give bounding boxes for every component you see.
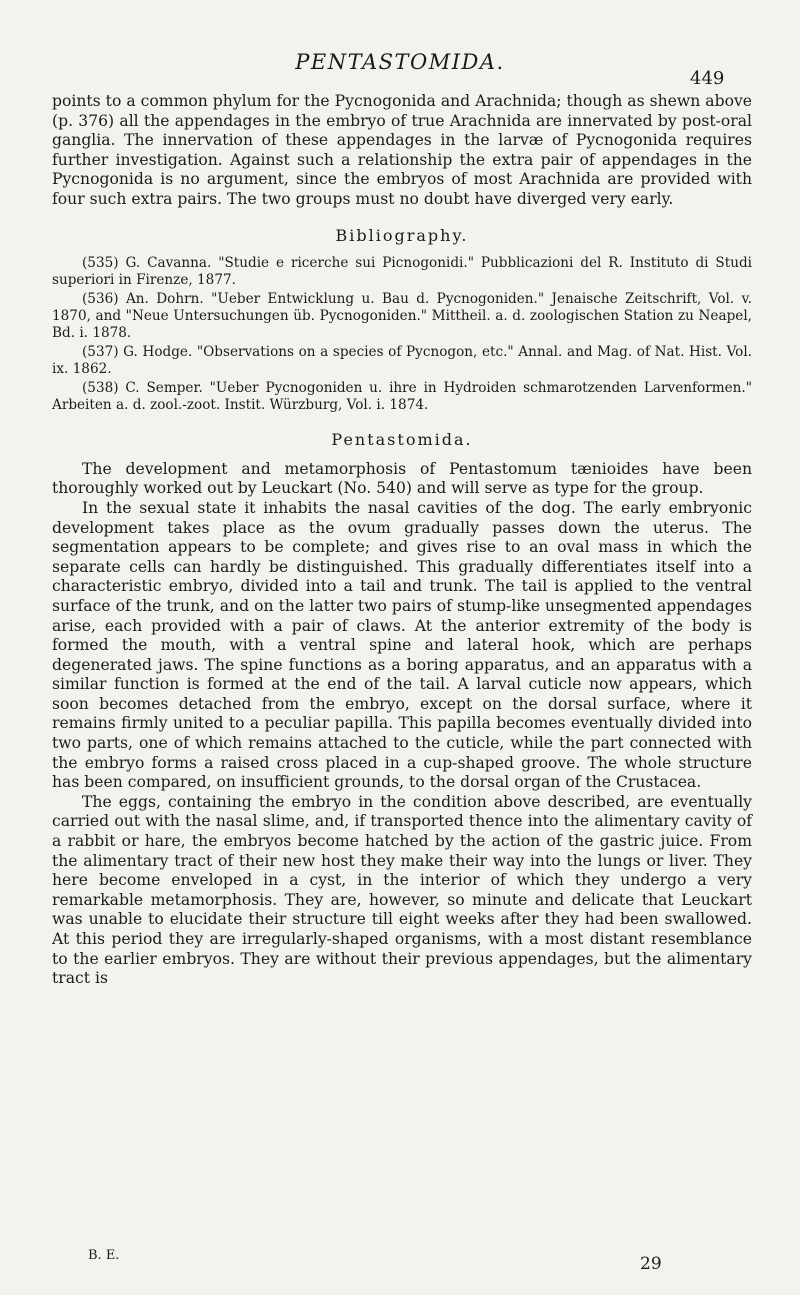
paragraph: In the sexual state it inhabits the nasal cavities of the dog. The early embryonic development takes place as the ovum gradually passes down the uterus. The segmentation appears to be complete; and gives rise to an oval mass in which the separate cells can hardly be distinguished. This gradually differentiates itself into a characteristic embryo, divided into a tail and trunk. The tail is applied to the ventral surface of the trunk, and on the latter two pairs of stump-like unsegmented appendages arise, each provided with a pair of claws. At the anterior extremity of the body is formed the mouth, with a ventral spine and lateral hook, which are perhaps degenerated jaws. The spine functions as a boring apparatus, and an apparatus with a similar function is formed at the end of the tail. A larval cuticle now appears, which soon becomes detached from the embryo, except on the dorsal surface, where it remains firmly united to a peculiar papilla. This papilla becomes eventually divided into two parts, one of which remains attached to the cuticle, while the part connected with the embryo forms a raised cross placed in a cup-shaped groove. The whole structure has been compared, on insufficient grounds, to the dorsal organ of the Crustacea.	[52, 498, 752, 792]
opening-paragraph: points to a common phylum for the Pycnogonida and Arachnida; though as shewn above (p. 376) all the appendages in the embryo of true Arachnida are innervated by post-oral ganglia. The innervation of these appendages in the larvæ of Pycnogonida requires further investigation. Against such a relationship the extra pair of appendages in the Pycnogonida is no argument, since the embryos of most Arachnida are provided with four such extra pairs. The two groups must no doubt have diverged very early.	[52, 92, 752, 208]
bibliography-list	[52, 255, 752, 414]
paragraph: The eggs, containing the embryo in the condition above described, are eventually carried out with the nasal slime, and, if transported thence into the alimentary cavity of a rabbit or hare, the embryos become hatched by the action of the gastric juice. From the alimentary tract of their new host they make their way into the lungs or liver. They here become enveloped in a cyst, in the interior of which they undergo a very remarkable metamorphosis. They are, however, so minute and delicate that Leuckart was unable to elucidate their structure till eight weeks after they had been swallowed. At this period they are irregularly-shaped organisms, with a most distant resemblance to the earlier embryos. They are without their previous appendages, but the alimentary tract is	[52, 792, 752, 988]
body-text	[52, 92, 752, 989]
bibliography-heading: Bibliography.	[335, 225, 469, 245]
bibliography-entry: (538) C. Semper. "Ueber Pycnogoniden u. ihre in Hydroiden schmarotzenden Larvenformen." Arbeiten a. d. zool.-zoot. Instit. Würzburg, Vol. i. 1874.	[52, 380, 752, 414]
section-heading: Pentastomida.	[331, 430, 473, 450]
signature-mark: B. E.	[88, 1248, 120, 1263]
bibliography-entry: (535) G. Cavanna. "Studie e ricerche sui Picnogonidi." Pubblicazioni del R. Instituto di Studi superiori in Firenze, 1877.	[52, 255, 752, 289]
paragraph: The development and metamorphosis of Pentastomum tænioides have been thoroughly worked out by Leuckart (No. 540) and will serve as type for the group.	[52, 459, 752, 498]
signature-number: 29	[640, 1254, 662, 1274]
running-head: PENTASTOMIDA.	[295, 50, 505, 74]
bibliography-entry: (537) G. Hodge. "Observations on a species of Pycnogon, etc." Annal. and Mag. of Nat. Hist. Vol. ix. 1862.	[52, 344, 752, 378]
page-number: 449	[690, 68, 725, 89]
bibliography-entry: (536) An. Dohrn. "Ueber Entwicklung u. Bau d. Pycnogoniden." Jenaische Zeitschrift, Vol. v. 1870, and "Neue Untersuchungen üb. Pycnogoniden." Mittheil. a. d. zoologischen Station zu Neapel, Bd. i. 1878.	[52, 291, 752, 342]
